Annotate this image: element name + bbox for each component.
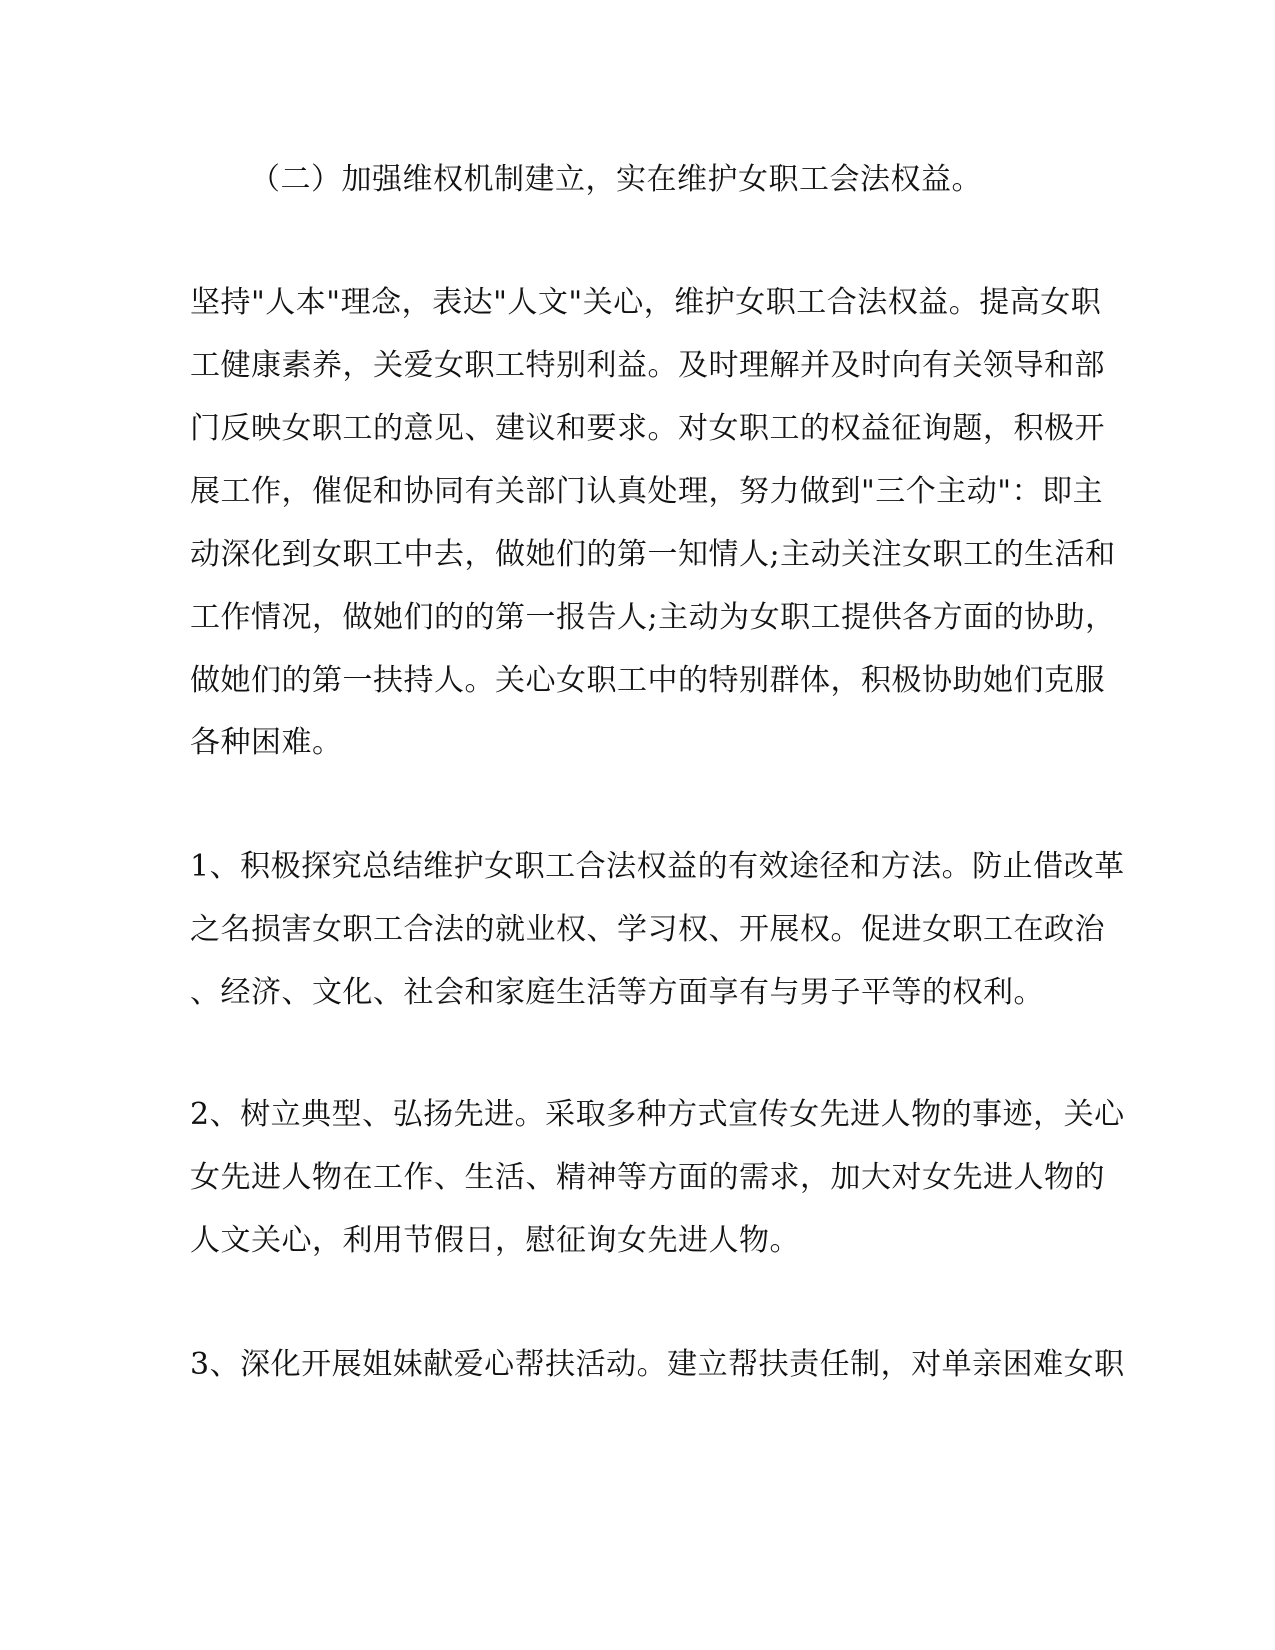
paragraph-line: 人文关心，利用节假日，慰征询女先进人物。	[190, 1223, 800, 1258]
paragraph-line: 3、深化开展姐妹献爱心帮扶活动。建立帮扶责任制，对单亲困难女职	[190, 1347, 1125, 1382]
paragraph-line: 工健康素养，关爱女职工特别利益。及时理解并及时向有关领导和部	[190, 348, 1105, 383]
paragraph-line: 工作情况，做她们的的第一报告人;主动为女职工提供各方面的协助，	[190, 600, 1116, 635]
paragraph-line: 各种困难。	[190, 725, 343, 760]
paragraph-line: 展工作，催促和协同有关部门认真处理，努力做到"三个主动"：即主	[190, 474, 1104, 509]
paragraph-line: 1、积极探究总结维护女职工合法权益的有效途径和方法。防止借改革	[190, 849, 1125, 884]
paragraph-line: 、经济、文化、社会和家庭生活等方面享有与男子平等的权利。	[190, 975, 1044, 1010]
paragraph-line: 动深化到女职工中去，做她们的第一知情人;主动关注女职工的生活和	[190, 537, 1116, 572]
paragraph-line: 之名损害女职工合法的就业权、学习权、开展权。促进女职工在政治	[190, 912, 1105, 947]
section-heading: （二）加强维权机制建立，实在维护女职工会法权益。	[250, 162, 982, 197]
paragraph-line: 做她们的第一扶持人。关心女职工中的特别群体，积极协助她们克服	[190, 663, 1105, 698]
paragraph-line: 坚持"人本"理念，表达"人文"关心，维护女职工合法权益。提高女职	[190, 285, 1102, 320]
paragraph-line: 2、树立典型、弘扬先进。采取多种方式宣传女先进人物的事迹，关心	[190, 1097, 1125, 1132]
paragraph-line: 女先进人物在工作、生活、精神等方面的需求，加大对女先进人物的	[190, 1160, 1105, 1195]
paragraph-line: 门反映女职工的意见、建议和要求。对女职工的权益征询题，积极开	[190, 411, 1105, 446]
